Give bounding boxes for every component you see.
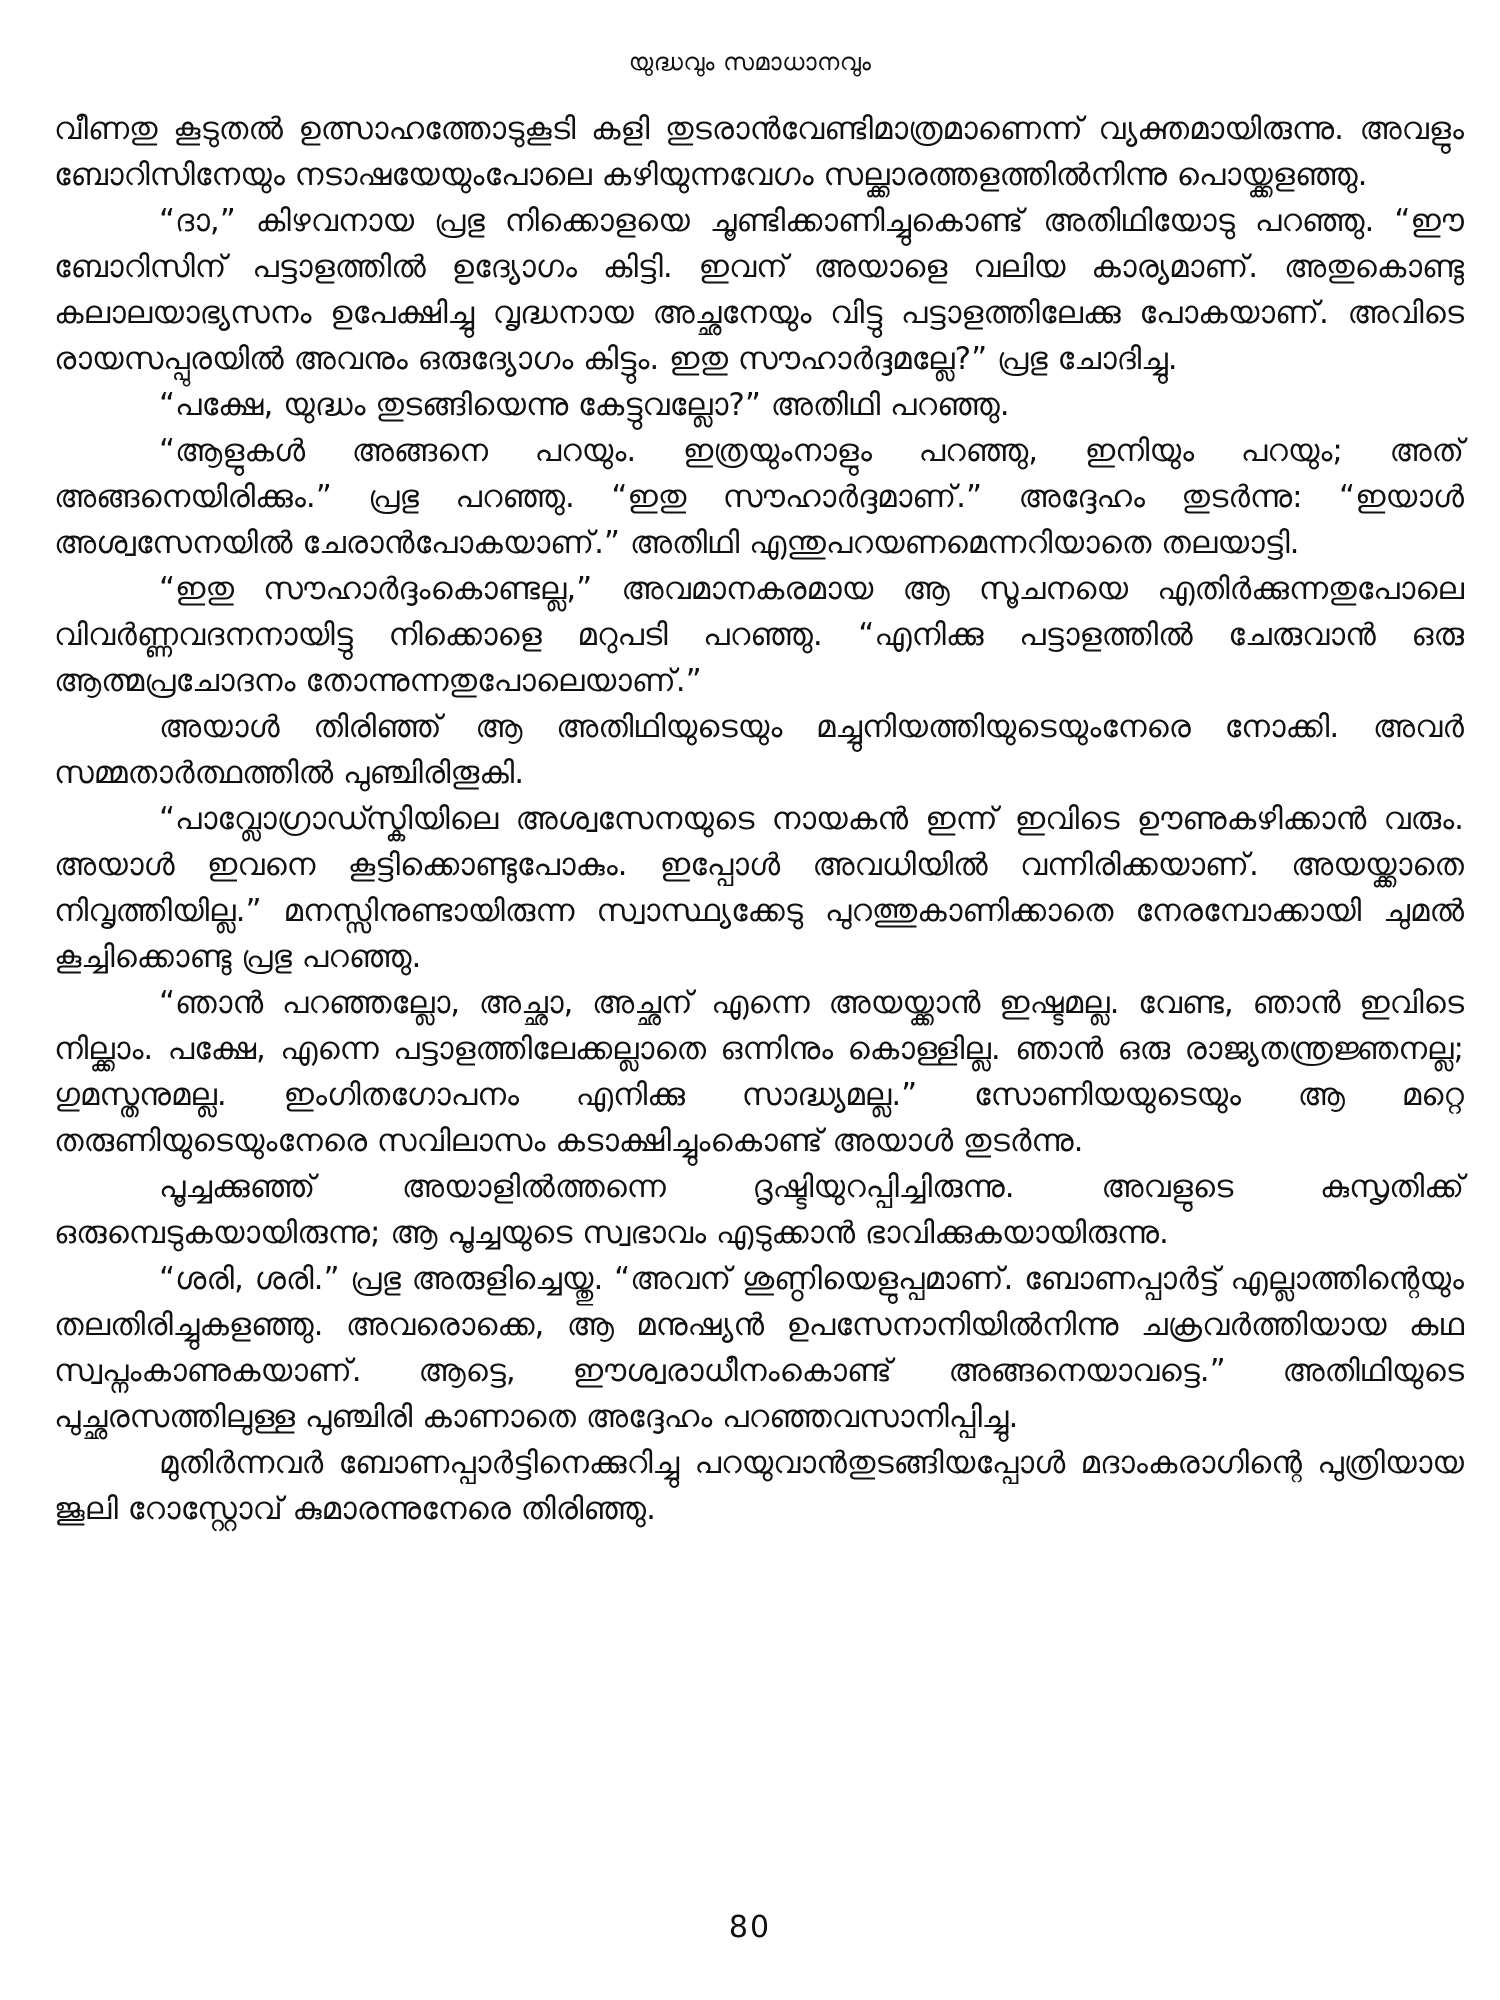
- paragraph: “ആളുകൾ അങ്ങനെ പറയും. ഇത്രയുംനാളും പറഞ്ഞു, ഇനിയും പറയും; അത് അങ്ങനെയിരിക്കും.” പ്രഭു പറഞ്ഞു. “ഇതു സൗഹാർദ്ദമാണ്.” അദ്ദേഹം തുടർന്നു: “ഇയാൾ അശ്വസേനയിൽ ചേരാൻപോകയാണ്.” അതിഥി എന്തുപറയണമെന്നറിയാതെ തലയാട്ടി.: [54, 433, 1464, 561]
- paragraph: “ശരി, ശരി.” പ്രഭു അരുളിച്ചെയ്തു. “അവന് ശുണ്ഠിയെളുപ്പമാണ്. ബോണപ്പാർട്ട് എല്ലാത്തിന്റെയും തലതിരിച്ചുകളഞ്ഞു. അവരൊക്കെ, ആ മനുഷ്യൻ ഉപസേനാനിയിൽനിന്നു ചക്രവർത്തിയായ കഥ സ്വപ്നംകാണുകയാണ്. ആട്ടെ, ഈശ്വരാധീനംകൊണ്ട് അങ്ങനെയാവട്ടെ.” അതിഥിയുടെ പുച്ഛരസത്തിലുള്ള പുഞ്ചിരി കാണാതെ അദ്ദേഹം പറഞ്ഞവസാനിപ്പിച്ചു.: [54, 1261, 1464, 1435]
- paragraph: വീണതു കൂടുതൽ ഉത്സാഹത്തോടുകൂടി കളി തുടരാൻവേണ്ടിമാത്രമാണെന്ന് വ്യക്തമായിരുന്നു. അവളും ബോറിസിനേയും നടാഷയേയുംപോലെ കഴിയുന്നവേഗം സല്ക്കാരത്തളത്തിൽനിന്നു പൊയ്ക്കളഞ്ഞു.: [54, 111, 1464, 193]
- paragraph: “ഇതു സൗഹാർദ്ദംകൊണ്ടല്ല,” അവമാനകരമായ ആ സൂചനയെ എതിർക്കുന്നതുപോലെ വിവർണ്ണവദനനായിട്ടു നിക്കൊളെ മറുപടി പറഞ്ഞു. “എനിക്കു പട്ടാളത്തിൽ ചേരുവാൻ ഒരു ആത്മപ്രചോദനം തോന്നുന്നതുപോലെയാണ്.”: [54, 571, 1464, 699]
- page-number: 80: [728, 1910, 772, 1945]
- paragraph: “പക്ഷേ, യുദ്ധം തുടങ്ങിയെന്നു കേട്ടുവല്ലോ?” അതിഥി പറഞ്ഞു.: [159, 387, 1010, 423]
- paragraph: അയാൾ തിരിഞ്ഞ് ആ അതിഥിയുടെയും മച്ചുനിയത്തിയുടെയുംനേരെ നോക്കി. അവർ സമ്മതാർത്ഥത്തിൽ പുഞ്ചിരിതൂകി.: [54, 709, 1464, 791]
- paragraph: മുതിർന്നവർ ബോണപ്പാർട്ടിനെക്കുറിച്ചു പറയുവാൻതുടങ്ങിയപ്പോൾ മദാംകരാഗിന്റെ പുത്രിയായ ജൂലി റോസ്റ്റോവ് കുമാരന്നുനേരെ തിരിഞ്ഞു.: [54, 1445, 1464, 1527]
- paragraph: “ഞാൻ പറഞ്ഞല്ലോ, അച്ഛാ, അച്ഛന് എന്നെ അയയ്ക്കാൻ ഇഷ്ടമല്ല. വേണ്ട, ഞാൻ ഇവിടെ നില്ക്കാം. പക്ഷേ, എന്നെ പട്ടാളത്തിലേക്കല്ലാതെ ഒന്നിനും കൊള്ളില്ല. ഞാൻ ഒരു രാജ്യതന്ത്രജ്ഞനല്ല; ഗുമസ്തനുമല്ല. ഇംഗിതഗോപനം എനിക്കു സാദ്ധ്യമല്ല.” സോണിയയുടെയും ആ മറ്റെ തരുണിയുടെയുംനേരെ സവിലാസം കടാക്ഷിച്ചുംകൊണ്ട് അയാൾ തുടർന്നു.: [54, 985, 1464, 1159]
- paragraph: “പാവ്ലോഗ്രാഡ്സ്കിയിലെ അശ്വസേനയുടെ നായകൻ ഇന്ന് ഇവിടെ ഊണുകഴിക്കാൻ വരും. അയാൾ ഇവനെ കൂട്ടിക്കൊണ്ടുപോകും. ഇപ്പോൾ അവധിയിൽ വന്നിരിക്കയാണ്. അയയ്ക്കാതെ നിവൃത്തിയില്ല.” മനസ്സിനുണ്ടായിരുന്ന സ്വാസ്ഥ്യക്കേടു പുറത്തുകാണിക്കാതെ നേരമ്പോക്കായി ചുമൽ കൂച്ചിക്കൊണ്ടു പ്രഭു പറഞ്ഞു.: [54, 801, 1464, 975]
- paragraph: പൂച്ചക്കുഞ്ഞ് അയാളിൽത്തന്നെ ദൃഷ്ടിയുറപ്പിച്ചിരുന്നു. അവളുടെ കുസൃതിക്ക് ഒരുമ്പെടുകയായിരുന്നു; ആ പൂച്ചയുടെ സ്വഭാവം എടുക്കാൻ ഭാവിക്കുകയായിരുന്നു.: [54, 1169, 1464, 1251]
- running-title: യുദ്ധവും സമാധാനവും: [628, 48, 872, 76]
- body-text: [54, 106, 1464, 1532]
- paragraph: “ദാ,” കിഴവനായ പ്രഭു നിക്കൊളയെ ചൂണ്ടിക്കാണിച്ചുകൊണ്ട് അതിഥിയോടു പറഞ്ഞു. “ഈ ബോറിസിന് പട്ടാളത്തിൽ ഉദ്യോഗം കിട്ടി. ഇവന് അയാളെ വലിയ കാര്യമാണ്. അതുകൊണ്ടു കലാലയാഭ്യസനം ഉപേക്ഷിച്ചു വൃദ്ധനായ അച്ഛനേയും വിട്ടു പട്ടാളത്തിലേക്കു പോകയാണ്. അവിടെ രായസപ്പുരയിൽ അവനും ഒരുദ്യോഗം കിട്ടും. ഇതു സൗഹാർദ്ദമല്ലേ?” പ്രഭു ചോദിച്ചു.: [54, 203, 1464, 377]
